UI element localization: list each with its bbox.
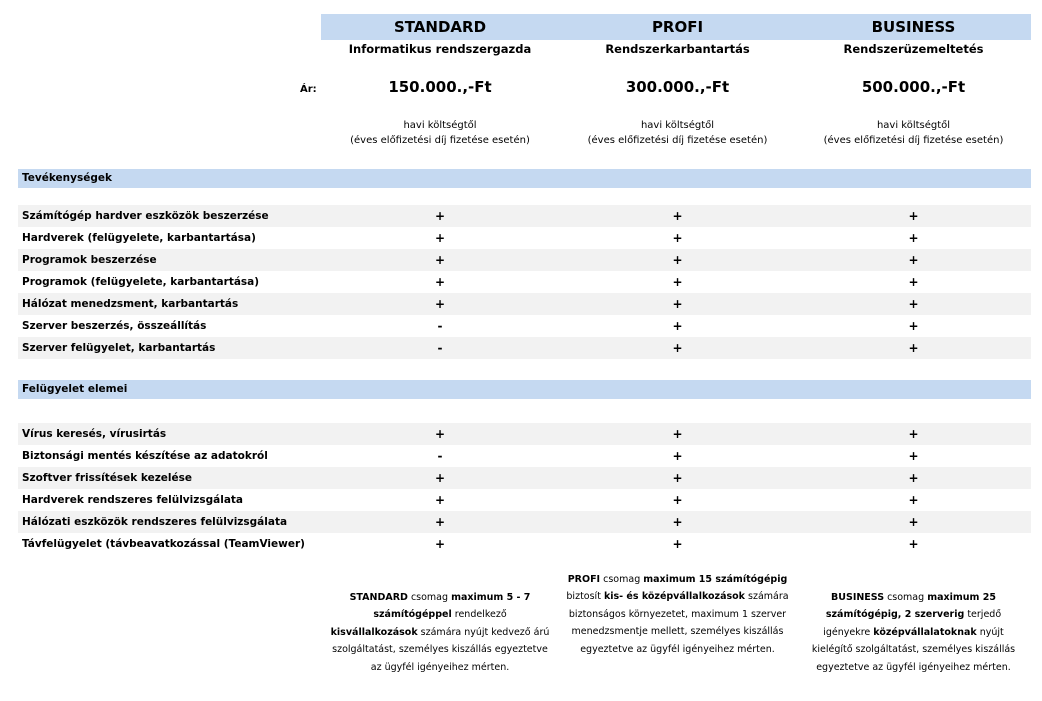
description-business bbox=[796, 589, 1031, 676]
mark-standard: + bbox=[434, 537, 446, 551]
price-note-line2: (éves előfizetési díj fizetése esetén) bbox=[587, 135, 768, 146]
mark-business: + bbox=[908, 275, 919, 289]
mark-standard: + bbox=[434, 297, 446, 311]
desc-text: biztosít bbox=[566, 591, 604, 603]
desc-text: nyújt kielégítő szolgáltatást, személyes kiszállás egyeztetve az ügyfél igényeihez mérten. bbox=[811, 626, 1016, 673]
price-note-business bbox=[796, 118, 1031, 148]
plan-name-business: BUSINESS bbox=[871, 18, 956, 36]
desc-emphasis: középvállalatoknak bbox=[873, 626, 977, 638]
table-row bbox=[18, 205, 1031, 227]
mark-business: + bbox=[908, 427, 919, 441]
mark-profi: + bbox=[672, 319, 683, 333]
mark-standard: + bbox=[434, 209, 446, 223]
mark-business: + bbox=[908, 471, 919, 485]
row-label: Programok (felügyelete, karbantartása) bbox=[22, 276, 260, 288]
price-note-line1: havi költségtől bbox=[640, 120, 715, 131]
mark-profi: + bbox=[672, 537, 683, 551]
mark-profi: + bbox=[672, 275, 683, 289]
mark-standard: + bbox=[434, 471, 446, 485]
row-label: Szerver felügyelet, karbantartás bbox=[22, 342, 216, 354]
section-title-felugyelet: Felügyelet elemei bbox=[22, 383, 128, 395]
desc-emphasis: maximum 5 - 7 számítógéppel bbox=[373, 592, 531, 621]
row-label: Hálózati eszközök rendszeres felülvizsgálata bbox=[22, 516, 288, 528]
description-standard bbox=[321, 589, 559, 676]
section-title-tevekenysegek: Tevékenységek bbox=[22, 172, 112, 184]
desc-text: csomag bbox=[407, 592, 452, 603]
section-bar-tevekenysegek bbox=[18, 169, 1031, 188]
price-label: Ár: bbox=[300, 84, 317, 95]
mark-standard: + bbox=[434, 515, 446, 529]
mark-business: + bbox=[908, 515, 919, 529]
mark-profi: + bbox=[672, 231, 683, 245]
mark-profi: + bbox=[672, 515, 683, 529]
plan-subtitle-business: Rendszerüzemeltetés bbox=[843, 42, 984, 56]
mark-profi: + bbox=[672, 493, 683, 507]
mark-business: + bbox=[908, 493, 919, 507]
mark-business: + bbox=[908, 231, 919, 245]
mark-profi: + bbox=[672, 449, 683, 463]
mark-business: + bbox=[908, 319, 919, 333]
price-note-line2: (éves előfizetési díj fizetése esetén) bbox=[350, 135, 530, 146]
price-note-profi bbox=[559, 118, 796, 148]
row-label: Hardverek (felügyelete, karbantartása) bbox=[22, 232, 256, 244]
mark-standard: - bbox=[437, 319, 443, 333]
price-note-line2: (éves előfizetési díj fizetése esetén) bbox=[823, 135, 1004, 146]
mark-business: + bbox=[908, 253, 919, 267]
table-row bbox=[18, 489, 1031, 511]
mark-business: + bbox=[908, 297, 919, 311]
mark-business: + bbox=[908, 537, 919, 551]
desc-text: rendelkező bbox=[451, 609, 507, 621]
desc-emphasis: maximum 25 számítógépig, 2 szerverig bbox=[825, 592, 996, 621]
row-label: Biztonsági mentés készítése az adatokról bbox=[22, 450, 268, 462]
mark-standard: - bbox=[437, 341, 443, 355]
row-label: Távfelügyelet (távbeavatkozással (TeamViewer) bbox=[22, 538, 305, 550]
description-profi bbox=[559, 571, 796, 658]
price-profi: 300.000.,-Ft bbox=[625, 78, 730, 96]
table-row bbox=[18, 423, 1031, 445]
row-label: Számítógép hardver eszközök beszerzése bbox=[22, 210, 269, 222]
plan-name-standard: STANDARD bbox=[393, 18, 487, 36]
row-label: Szoftver frissítések kezelése bbox=[22, 472, 193, 484]
row-label: Szerver beszerzés, összeállítás bbox=[22, 320, 207, 332]
table-row bbox=[18, 533, 1031, 555]
desc-text: csomag bbox=[884, 592, 928, 603]
section-bar-felugyelet bbox=[18, 380, 1031, 399]
table-row bbox=[18, 467, 1031, 489]
mark-business: + bbox=[908, 341, 919, 355]
table-row bbox=[18, 511, 1031, 533]
mark-standard: + bbox=[434, 231, 446, 245]
row-label: Programok beszerzése bbox=[22, 254, 157, 266]
mark-profi: + bbox=[672, 471, 683, 485]
mark-standard: + bbox=[434, 253, 446, 267]
row-label: Hálózat menedzsment, karbantartás bbox=[22, 298, 239, 310]
table-row bbox=[18, 271, 1031, 293]
mark-business: + bbox=[908, 449, 919, 463]
plan-name-profi: PROFI bbox=[651, 18, 704, 36]
plan-subtitle-standard: Informatikus rendszergazda bbox=[348, 42, 532, 56]
table-row bbox=[18, 227, 1031, 249]
table-row bbox=[18, 445, 1031, 467]
price-note-line1: havi költségtől bbox=[876, 120, 951, 131]
table-row bbox=[18, 337, 1031, 359]
table-row bbox=[18, 249, 1031, 271]
mark-standard: + bbox=[434, 275, 446, 289]
price-note-line1: havi költségtől bbox=[403, 120, 477, 131]
mark-profi: + bbox=[672, 297, 683, 311]
row-label: Hardverek rendszeres felülvizsgálata bbox=[22, 494, 244, 506]
row-label: Vírus keresés, vírusirtás bbox=[22, 428, 167, 440]
mark-profi: + bbox=[672, 341, 683, 355]
mark-profi: + bbox=[672, 209, 683, 223]
mark-business: + bbox=[908, 209, 919, 223]
mark-standard: - bbox=[437, 449, 443, 463]
mark-standard: + bbox=[434, 493, 446, 507]
plan-subtitle-profi: Rendszerkarbantartás bbox=[605, 42, 750, 56]
table-row bbox=[18, 315, 1031, 337]
price-note-standard bbox=[321, 118, 559, 148]
mark-profi: + bbox=[672, 253, 683, 267]
desc-emphasis: kis- és középvállalkozások bbox=[603, 591, 745, 603]
desc-text: csomag bbox=[600, 574, 644, 585]
desc-emphasis: kisvállalkozások bbox=[330, 626, 418, 638]
table-row bbox=[18, 293, 1031, 315]
desc-emphasis: PROFI bbox=[567, 574, 601, 585]
desc-emphasis: BUSINESS bbox=[831, 592, 885, 603]
price-standard: 150.000.,-Ft bbox=[388, 78, 492, 96]
desc-text: terjedő igényekre bbox=[823, 609, 1002, 638]
desc-emphasis: STANDARD bbox=[349, 592, 408, 603]
mark-profi: + bbox=[672, 427, 683, 441]
desc-text: számára biztonságos környezetet, maximum 1 szerver menedzsmentje mellett, személyes kiszállás egyeztetve az ügyfél igényeihez mérten. bbox=[568, 591, 789, 655]
mark-standard: + bbox=[434, 427, 446, 441]
desc-emphasis: maximum 15 számítógépig bbox=[643, 574, 788, 585]
desc-text: számára nyújt kedvező árú szolgáltatást, személyes kiszállás egyeztetve az ügyfél igényeihez mérten. bbox=[332, 626, 550, 673]
price-business: 500.000.,-Ft bbox=[861, 78, 966, 96]
